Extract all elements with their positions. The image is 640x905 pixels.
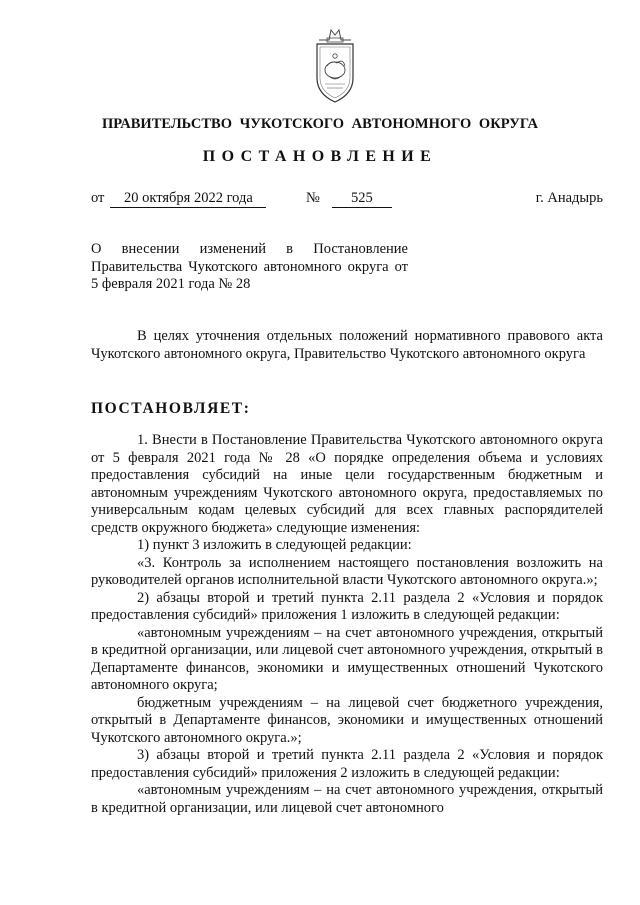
body-paragraph: 2) абзацы второй и третий пункта 2.11 раздела 2 «Условия и порядок предоставления субсидий» приложения 1 изложить в следующей редакции: xyxy=(91,589,603,623)
body-paragraph: «автономным учреждениям – на счет автономного учреждения, открытый в кредитной организации, или лицевой счет автономного xyxy=(91,782,603,816)
government-title: ПРАВИТЕЛЬСТВО ЧУКОТСКОГО АВТОНОМНОГО ОКРУГА xyxy=(102,116,538,132)
decree-subject: О внесении изменений в Постановление Правительства Чукотского автономного округа от 5 февраля 2021 года № 28 xyxy=(91,241,408,292)
preamble: В целях уточнения отдельных положений нормативного правового акта Чукотского автономного округа, Правительство Чукотского автономного округа xyxy=(91,328,603,362)
decree-number xyxy=(306,190,392,208)
document-type-title: ПОСТАНОВЛЕНИЕ xyxy=(202,148,438,165)
number-label: № xyxy=(306,190,320,206)
number-value: 525 xyxy=(332,190,392,208)
body-paragraph: «автономным учреждениям – на счет автономного учреждения, открытый в кредитной организации, или лицевой счет автономного учреждения, открытый в Департаменте финансов, экономики и имущественных отношений Чукотского автономного округа; xyxy=(91,624,603,693)
date-value: 20 октября 2022 года xyxy=(110,190,266,208)
decree-city: г. Анадырь xyxy=(535,190,603,206)
decree-body xyxy=(91,432,603,817)
date-label: от xyxy=(91,190,105,206)
resolves-heading: ПОСТАНОВЛЯЕТ: xyxy=(91,400,251,417)
body-paragraph: 1. Внести в Постановление Правительства Чукотского автономного округа от 5 февраля 2021 года № 28 «О порядке определения объема и условиях предоставления субсидий на иные цели государственным бюджетным и автономным учреждениям Чукотского автономного округа, предоставляемых по универсальным кодам целевых субсидий для всех главных распорядителей средств окружного бюджета» следующие изменения: xyxy=(91,432,603,536)
body-paragraph: «3. Контроль за исполнением настоящего постановления возложить на руководителей органов исполнительной власти Чукотского автономного округа.»; xyxy=(91,554,603,588)
coat-of-arms-icon xyxy=(313,26,357,104)
body-paragraph: 1) пункт 3 изложить в следующей редакции: xyxy=(137,537,412,553)
body-paragraph: бюджетным учреждениям – на лицевой счет бюджетного учреждения, открытый в Департаменте финансов, экономики и имущественных отношений Чукотского автономного округа.»; xyxy=(91,694,603,746)
body-paragraph: 3) абзацы второй и третий пункта 2.11 раздела 2 «Условия и порядок предоставления субсидий» приложения 2 изложить в следующей редакции: xyxy=(91,747,603,781)
decree-date xyxy=(91,190,266,208)
